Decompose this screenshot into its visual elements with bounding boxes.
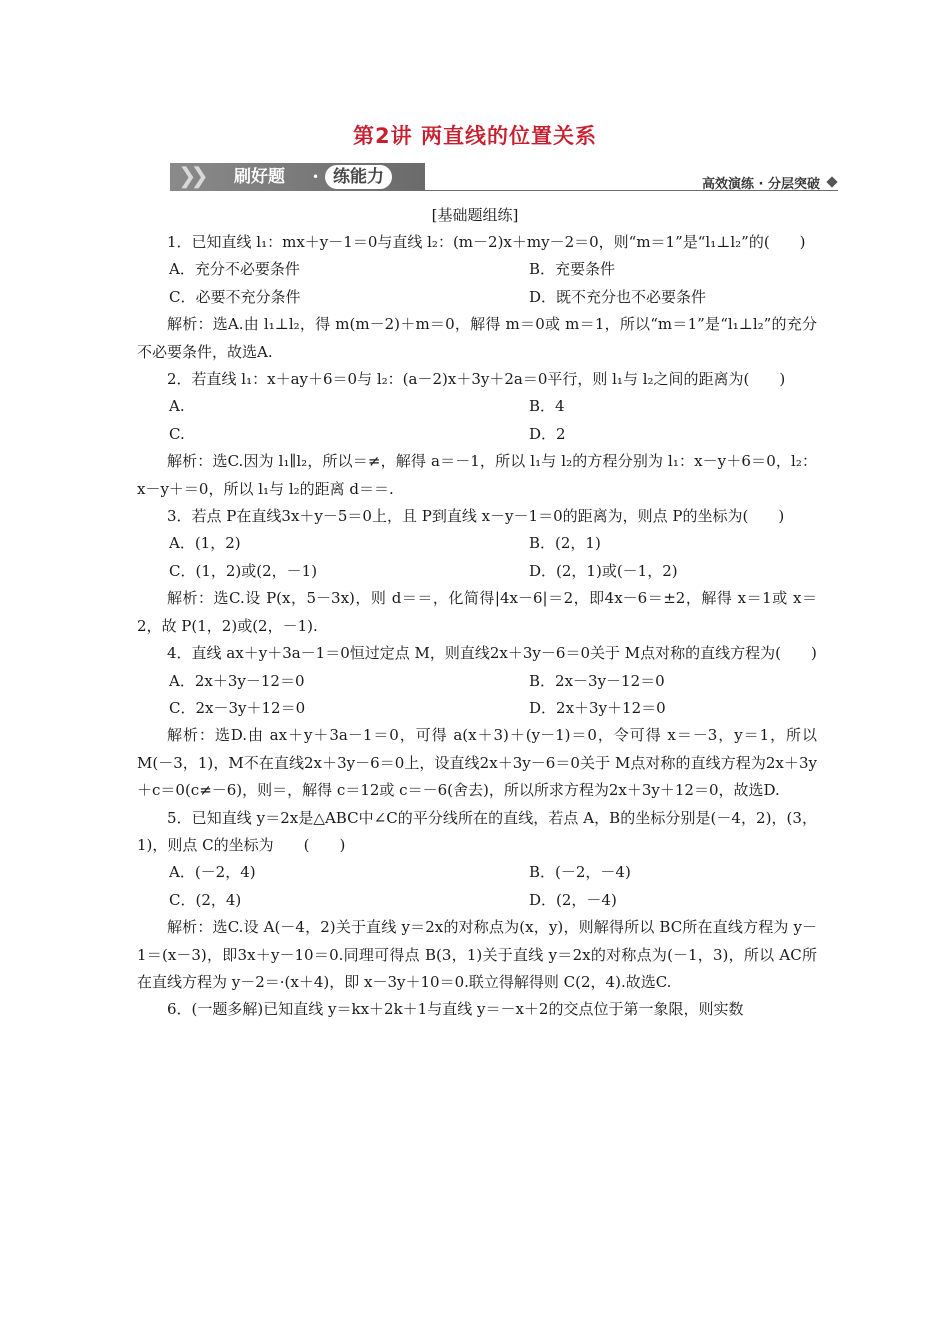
option-b: B．4 (529, 397, 565, 416)
option-a: A．(1，2) (169, 534, 241, 553)
options (137, 256, 817, 311)
solution: 解析：选A.由 l₁⊥l₂，得 m(m－2)＋m＝0，解得 m＝0或 m＝1，所以“m＝1”是“l₁⊥l₂”的充分不必要条件，故选A. (137, 315, 817, 361)
question-list (137, 229, 817, 1024)
options (137, 530, 817, 585)
option-d: D．2 (529, 424, 566, 443)
solution: 解析：选C.设 A(－4，2)关于直线 y＝2x的对称点为(x，y)，则解得所以 BC所在直线方程为 y－1＝(x－3)，即3x＋y－10＝0.同理可得点 B(3，1)关于直线 y＝2x的对称点为(－1，3)，所以 AC所在直线方程为 y－2＝·(x＋4)，即 x－3y＋10＝0.联立得解得则 C(2，4).故选C. (137, 918, 817, 991)
page-title: 第2讲 两直线的位置关系 (353, 124, 597, 148)
option-d: D．2x＋3y＋12＝0 (529, 698, 666, 717)
question-5 (137, 805, 817, 997)
question-6 (137, 996, 817, 1023)
option-b: B．充要条件 (529, 260, 616, 279)
options (137, 668, 817, 723)
question-1 (137, 229, 817, 366)
option-b: B．2x－3y－12＝0 (529, 671, 665, 690)
option-d: D．既不充分也不必要条件 (529, 287, 707, 306)
option-d: D．(2，1)或(－1，2) (529, 561, 678, 580)
option-c: C．(1，2)或(2，－1) (169, 561, 318, 580)
option-a: A. (169, 397, 185, 416)
question-3 (137, 503, 817, 640)
option-c: C. (169, 424, 185, 443)
option-c: C．必要不充分条件 (169, 287, 301, 306)
question-stem: 2．若直线 l₁：x＋ay＋6＝0与 l₂：(a－2)x＋3y＋2a＝0平行，则 l₁与 l₂之间的距离为( ) (167, 370, 786, 389)
solution: 解析：选C.设 P(x，5－3x)，则 d＝＝，化简得|4x－6|＝2，即4x－6＝±2，解得 x＝1或 x＝2，故 P(1，2)或(2，－1). (137, 589, 817, 635)
question-2 (137, 366, 817, 503)
question-stem: 5．已知直线 y＝2x是△ABC中∠C的平分线所在的直线，若点 A，B的坐标分别是(－4，2)，(3，1)，则点 C的坐标为 ( ) (137, 808, 817, 854)
options (137, 393, 817, 448)
option-d: D．(2，－4) (529, 890, 617, 909)
option-a: A．(－2，4) (169, 863, 256, 882)
option-c: C．2x－3y＋12＝0 (169, 698, 306, 717)
section-banner (170, 163, 838, 193)
banner-pill: 练能力 (325, 165, 392, 189)
option-c: C．(2，4) (169, 890, 242, 909)
solution: 解析：选C.因为 l₁∥l₂，所以＝≠，解得 a＝－1，所以 l₁与 l₂的方程分别为 l₁：x－y＋6＝0，l₂：x－y＋＝0，所以 l₁与 l₂的距离 d＝＝. (137, 452, 817, 498)
banner-subtitle: 高效演练 · 分层突破 (702, 177, 820, 192)
question-4 (137, 640, 817, 804)
question-stem: 3．若点 P在直线3x＋y－5＝0上，且 P到直线 x－y－1＝0的距离为，则点 P的坐标为( ) (167, 507, 785, 526)
banner-label: 刷好题 (234, 167, 285, 187)
option-b: B．(－2，－4) (529, 863, 631, 882)
options (137, 859, 817, 914)
diamond-icon (826, 176, 837, 187)
banner-bar (170, 163, 425, 191)
question-stem: 1．已知直线 l₁：mx＋y－1＝0与直线 l₂：(m－2)x＋my－2＝0，则“m＝1”是“l₁⊥l₂”的( ) (167, 233, 806, 251)
option-a: A．充分不必要条件 (169, 260, 300, 279)
chevron-icon: ❯❯ (178, 164, 203, 189)
question-stem: 4．直线 ax＋y＋3a－1＝0恒过定点 M，则直线2x＋3y－6＝0关于 M点对称的直线方程为( ) (167, 644, 817, 663)
option-a: A．2x＋3y－12＝0 (169, 671, 305, 690)
solution: 解析：选D.由 ax＋y＋3a－1＝0，可得 a(x＋3)＋(y－1)＝0，令可得 x＝－3，y＝1，所以 M(－3，1)，M不在直线2x＋3y－6＝0上，设直线2x＋3y－6＝0关于 M点对称的直线方程为2x＋3y＋c＝0(c≠－6)，则＝，解得 c＝12或 c＝－6(舍去)，所以所求方程为2x＋3y＋12＝0，故选D. (137, 726, 817, 800)
section-heading: [基础题组练] (431, 206, 519, 224)
question-stem: 6．(一题多解)已知直线 y＝kx＋2k＋1与直线 y＝－x＋2的交点位于第一象限，则实数 (167, 1000, 744, 1019)
option-b: B．(2，1) (529, 534, 601, 553)
banner-dot: • (312, 170, 320, 184)
